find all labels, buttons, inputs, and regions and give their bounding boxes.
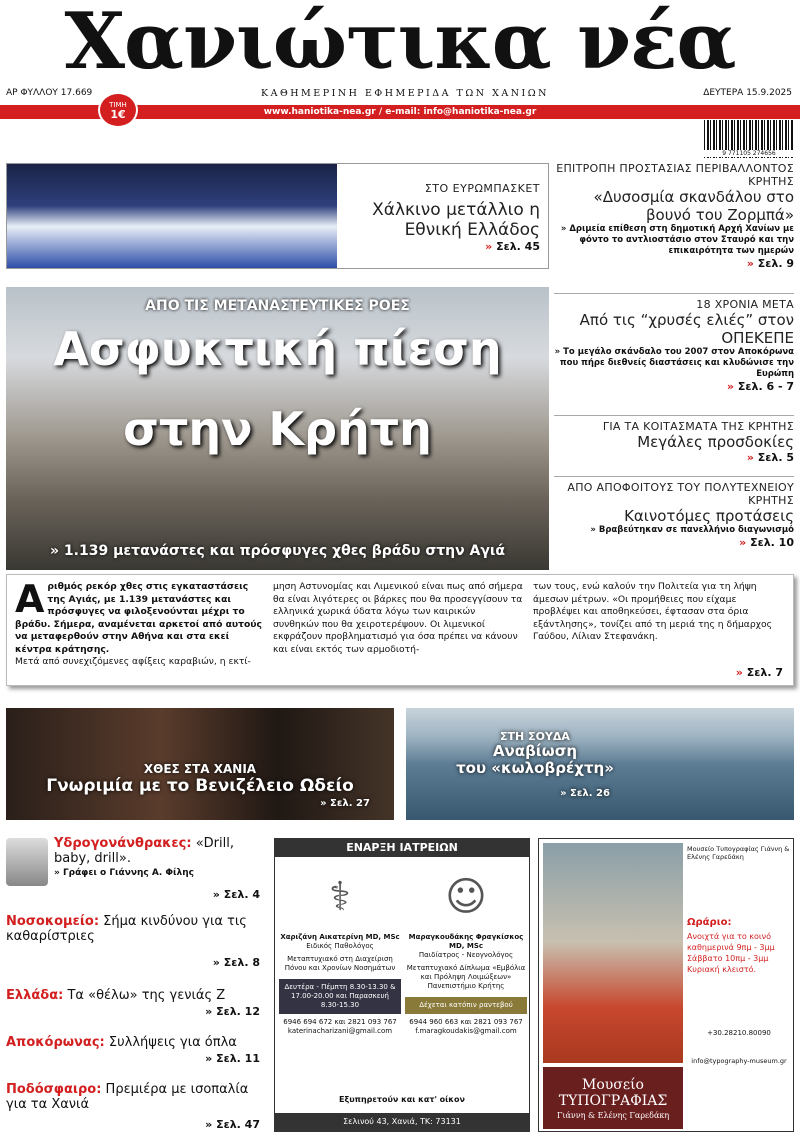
brief-2[interactable]: Νοσοκομείο: Σήμα κινδύνου για τις καθαρίστριες (6, 914, 247, 944)
doc2-spec: Παιδίατρος - Νεογνολόγος (418, 951, 514, 959)
right-headline: Μεγάλες προσδοκίες (637, 433, 794, 451)
doc1-email[interactable]: katerinacharizani@gmail.com (287, 1027, 393, 1035)
clinic-ad-header: ΕΝΑΡΞΗ ΙΑΤΡΕΙΩΝ (275, 839, 529, 857)
brief-1-sel: » Σελ. 4 (212, 888, 260, 901)
clinic-hours: Δευτέρα - Πέμπτη 8.30-13.30 & 17.00-20.00 και Παρασκευή 8.30-15.30 (279, 979, 401, 1014)
right-story-3[interactable]: ΓΙΑ ΤΑ ΚΟΙΤΑΣΜΑΤΑ ΤΗΣ ΚΡΗΤΗΣ Μεγάλες προσδοκίες » Σελ. 5 (554, 420, 794, 464)
clinic-visits: Εξυπηρετούν και κατ' οίκον (339, 1095, 465, 1104)
brief-5-sel: » Σελ. 47 (205, 1118, 260, 1131)
basketball-photo (7, 164, 337, 268)
right-kicker: ΓΙΑ ΤΑ ΚΟΙΤΑΣΜΑΤΑ ΤΗΣ ΚΡΗΤΗΣ (602, 420, 794, 433)
brief-1[interactable]: Υδρογονάνθρακες: «Drill, baby, drill». » Γράφει ο Γιάννης Α. Φίλης (54, 836, 234, 878)
right-kicker: 18 ΧΡΟΝΙΑ ΜΕΤΑ (696, 298, 794, 311)
doc2-email[interactable]: f.maragkoudakis@gmail.com (415, 1027, 517, 1035)
stethoscope-icon: ⚕ (329, 874, 351, 920)
sea-kicker: ΣΤΗ ΣΟΥΔΑ (500, 730, 570, 743)
brief-3[interactable]: Ελλάδα: Τα «θέλω» της γενιάς Ζ (6, 988, 226, 1003)
web-bar[interactable]: www.haniotika-nea.gr / e-mail: info@haniotika-nea.gr (0, 105, 800, 119)
drop-cap: Α (15, 577, 45, 621)
article-sel: » Σελ. 7 (735, 666, 783, 679)
right-story-4[interactable]: ΑΠΟ ΑΠΟΦΟΙΤΟΥΣ ΤΟΥ ΠΟΛΥΤΕΧΝΕΙΟΥ ΚΡΗΤΗΣ Καινοτόμες προτάσεις » Βραβεύτηκαν σε πανελλήνιο διαγωνισμό » Σελ. 10 (554, 481, 794, 549)
brief-4-sel: » Σελ. 11 (205, 1052, 260, 1065)
top-headline[interactable]: Χάλκινο μετάλλιο η Εθνική Ελλάδος (372, 200, 540, 240)
right-deck: » Δριμεία επίθεση στη δημοτική Αρχή Χανίων με φόντο το αντλιοστάσιο στον Σταυρό και την επικαιρότητα των ημερών (560, 224, 794, 256)
museum-logo: Μουσείο ΤΥΠΟΓΡΑΦΙΑΣ Γιάννη & Ελένης Γαρεδάκη (543, 1067, 683, 1129)
article-col2: μηση Αστυνομίας και Λιμενικού είναι πως από σήμερα θα είναι λιγότερες οι βάρκες που θα προσεγγίσουν τα ελληνικά χωρικά ύδατα λόγω των καιρικών συνθηκών που θα χειροτερέψουν. Οι λιμενικοί εκφράζουν προβληματισμό για όσα πρέπει να κάνουν και είναι εκτός των αρμοδιοτή- (273, 581, 523, 655)
barcode-number: 9 771105 274656 (704, 150, 794, 157)
museum-hours: Ανοιχτά για το κοινό καθημερινά 9πμ - 3μμ Σάββατο 10πμ - 3μμ Κυριακή κλειστό. (687, 932, 775, 974)
right-kicker: ΕΠΙΤΡΟΠΗ ΠΡΟΣΤΑΣΙΑΣ ΠΕΡΙΒΑΛΛΟΝΤΟΣ ΚΡΗΤΗΣ (556, 162, 794, 188)
baby-icon: ☺ (445, 874, 487, 920)
right-story-1[interactable]: ΕΠΙΤΡΟΠΗ ΠΡΟΣΤΑΣΙΑΣ ΠΕΡΙΒΑΛΛΟΝΤΟΣ ΚΡΗΤΗΣ «Δυσοσμία σκανδάλου στο βουνό του Ζορμπά» » Δριμεία επίθεση στη δημοτική Αρχή Χανίων με φόντο το αντλιοστάσιο στον Σταυρό και την επικαιρότητα των ημερών » Σελ. 9 (554, 162, 794, 270)
top-kicker: ΣΤΟ ΕΥΡΩΜΠΑΣΚΕΤ (424, 182, 540, 195)
music-headline[interactable]: Γνωριμία με το Βενιζέλειο Ωδείο (46, 776, 354, 796)
clinic-ad[interactable] (274, 838, 530, 1132)
clinic-address: Σελινού 43, Χανιά, ΤΚ: 73131 (275, 1113, 529, 1131)
museum-email[interactable]: info@typography-museum.gr (691, 1057, 787, 1065)
price-label: ΤΙΜΗ (109, 101, 127, 109)
lead-title[interactable]: Ασφυκτική πίεση στην Κρήτη (53, 322, 502, 456)
doc2-phone[interactable]: 6944 960 663 και 2821 093 767 (409, 1018, 523, 1026)
right-kicker: ΑΠΟ ΑΠΟΦΟΙΤΟΥΣ ΤΟΥ ΠΟΛΥΤΕΧΝΕΙΟΥ ΚΡΗΤΗΣ (567, 481, 794, 507)
museum-phone[interactable]: +30.28210.80090 (707, 1029, 771, 1037)
article-col3: των τους, ενώ καλούν την Πολιτεία για τη λήψη άμεσων μέτρων. «Οι προμήθειες που είχαμε προβλέψει και αποθηκεύσει, έφτασαν στα όρια εξάντλησης», τονίζει από τη μεριά της η δήμαρχος Γαύδου, Λίλιαν Στεφανάκη. (533, 581, 772, 642)
doc2-name: Μαραγκουδάκης Φραγκίσκος MD, MSc (408, 933, 524, 950)
issue-date: ΔΕΥΤΕΡΑ 15.9.2025 (703, 88, 792, 98)
right-deck: » Βραβεύτηκαν σε πανελλήνιο διαγωνισμό (590, 525, 794, 535)
doc1-spec: Ειδικός Παθολόγος (306, 942, 374, 950)
doc1-desc: Μεταπτυχιακό στη Διαχείριση Πόνου και Χρονίων Νοσημάτων (284, 955, 396, 972)
author-avatar (6, 838, 48, 886)
doc1-name: Χαριζάνη Αικατερίνη MD, MSc (280, 933, 400, 941)
museum-hours-title: Ωράριο: (687, 917, 732, 928)
sea-sel: » Σελ. 26 (560, 788, 610, 799)
article-p1: Μετά από συνεχιζόμενες αφίξεις καραβιών, η εκτί- (15, 656, 251, 667)
museum-ad[interactable] (538, 838, 794, 1132)
brief-5[interactable]: Ποδόσφαιρο: Πρεμιέρα με ισοπαλία για τα Χανιά (6, 1082, 249, 1112)
masthead-title: Χανιώτικα νέα (64, 0, 736, 87)
right-headline: Καινοτόμες προτάσεις (624, 507, 794, 525)
issue-number: ΑΡ ΦΥΛΛΟΥ 17.669 (6, 88, 93, 98)
museum-photo (543, 843, 683, 1063)
right-headline: «Δυσοσμία σκανδάλου στο βουνό του Ζορμπά» (593, 188, 794, 224)
brief-3-sel: » Σελ. 12 (205, 1005, 260, 1018)
doc2-desc: Μεταπτυχιακό Δίπλωμα «Εμβόλια και Πρόληψη Λοιμώξεων» Πανεπιστήμιο Κρήτης (406, 964, 526, 990)
top-sel: » Σελ. 45 (485, 240, 540, 253)
price-value: 1€ (110, 108, 126, 121)
lead-article (6, 574, 794, 686)
brief-4[interactable]: Αποκόρωνας: Συλλήψεις για όπλα (6, 1035, 237, 1050)
doc1-phone[interactable]: 6946 694 672 και 2821 093 767 (283, 1018, 397, 1026)
price-badge (98, 92, 138, 128)
music-kicker: ΧΘΕΣ ΣΤΑ ΧΑΝΙΑ (143, 762, 257, 776)
music-sel: » Σελ. 27 (320, 798, 370, 809)
lead-caption: » 1.139 μετανάστες και πρόσφυγες χθες βράδυ στην Αγιά (50, 543, 505, 559)
museum-org: Μουσείο Τυπογραφίας Γιάννη & Ελένης Γαρεδάκη (687, 845, 790, 861)
sea-headline[interactable]: Αναβίωση του «κωλοβρέχτη» (456, 742, 614, 777)
lead-kicker: ΑΠΟ ΤΙΣ ΜΕΤΑΝΑΣΤΕΥΤΙΚΕΣ ΡΟΕΣ (145, 298, 410, 314)
right-deck: » Το μεγάλο σκάνδαλο του 2007 στον Αποκόρωνα που πήρε διεθνείς διαστάσεις και κλυδώνισε την Ευρώπη (554, 347, 794, 379)
doc2-appt: Δέχεται κατόπιν ραντεβού (405, 997, 527, 1014)
right-story-2[interactable]: 18 ΧΡΟΝΙΑ ΜΕΤΑ Από τις “χρυσές ελιές” στον ΟΠΕΚΕΠΕ » Το μεγάλο σκάνδαλο του 2007 στον Αποκόρωνα που πήρε διεθνείς διαστάσεις και κλυδώνισε την Ευρώπη » Σελ. 6 - 7 (554, 298, 794, 393)
brief-2-sel: » Σελ. 8 (212, 956, 260, 969)
right-headline: Από τις “χρυσές ελιές” στον ΟΠΕΚΕΠΕ (579, 311, 794, 347)
tagline: ΚΑΘΗΜΕΡΙΝΗ ΕΦΗΜΕΡΙΔΑ ΤΩΝ ΧΑΝΙΩΝ (261, 88, 549, 99)
article-intro: ριθμός ρεκόρ χθες στις εγκαταστάσεις της Αγιάς, με 1.139 μετανάστες και πρόσφυγες να φιλοξενούνται μέχρι το βράδυ. Σήμερα, αναμένεται αρκετοί από αυτούς να μεταφερθούν στην Αθήνα και στα εκεί κέντρα κράτησης. (15, 581, 262, 655)
